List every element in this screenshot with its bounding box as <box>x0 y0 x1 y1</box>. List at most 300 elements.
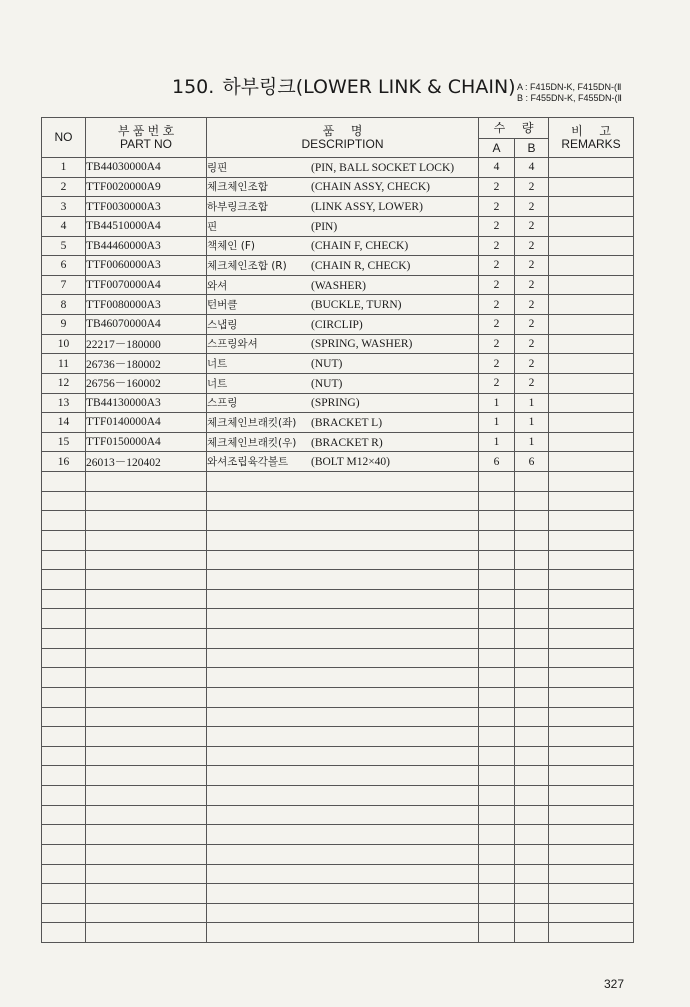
row-no: 9 <box>42 315 86 335</box>
table-row <box>42 334 634 354</box>
empty-cell <box>42 629 86 649</box>
row-desc-en: (SPRING) <box>311 397 360 410</box>
row-qty-a: 2 <box>479 334 515 354</box>
empty-cell <box>549 903 634 923</box>
empty-cell <box>86 570 207 590</box>
empty-cell <box>207 884 479 904</box>
empty-cell <box>479 648 515 668</box>
row-qty-a: 2 <box>479 256 515 276</box>
section-title: 하부링크(LOWER LINK & CHAIN) <box>222 76 516 98</box>
empty-cell <box>86 766 207 786</box>
row-no: 16 <box>42 452 86 472</box>
empty-cell <box>479 805 515 825</box>
row-qty-b: 2 <box>515 177 549 197</box>
empty-cell <box>42 511 86 531</box>
row-remarks <box>549 295 634 315</box>
empty-cell <box>549 864 634 884</box>
row-desc-ko: 링핀 <box>207 161 228 174</box>
empty-cell <box>207 727 479 747</box>
table-row <box>42 197 634 217</box>
empty-cell <box>207 511 479 531</box>
empty-cell <box>479 550 515 570</box>
empty-cell <box>549 491 634 511</box>
row-remarks <box>549 315 634 335</box>
empty-cell <box>549 746 634 766</box>
col-desc-ko: 품 명 <box>322 123 363 138</box>
row-qty-a: 2 <box>479 373 515 393</box>
empty-cell <box>515 825 549 845</box>
empty-cell <box>479 668 515 688</box>
row-no: 3 <box>42 197 86 217</box>
col-remarks-ko: 비 고 <box>571 123 611 138</box>
empty-cell <box>86 687 207 707</box>
row-no: 13 <box>42 393 86 413</box>
row-remarks <box>549 236 634 256</box>
empty-row <box>42 844 634 864</box>
empty-cell <box>549 589 634 609</box>
row-description <box>207 295 479 315</box>
empty-row <box>42 668 634 688</box>
table-row <box>42 373 634 393</box>
row-desc-ko: 체크체인브래킷(우) <box>207 436 297 449</box>
row-description <box>207 216 479 236</box>
empty-row <box>42 609 634 629</box>
table-row <box>42 315 634 335</box>
empty-cell <box>549 648 634 668</box>
empty-cell <box>515 472 549 492</box>
row-qty-a: 6 <box>479 452 515 472</box>
empty-cell <box>207 491 479 511</box>
empty-cell <box>207 472 479 492</box>
row-no: 15 <box>42 432 86 452</box>
table-row <box>42 393 634 413</box>
empty-cell <box>42 884 86 904</box>
empty-row <box>42 511 634 531</box>
row-part-no: TTF0030000A3 <box>86 197 207 217</box>
row-description <box>207 393 479 413</box>
empty-row <box>42 472 634 492</box>
row-desc-ko: 와셔 <box>207 279 228 292</box>
row-no: 12 <box>42 373 86 393</box>
empty-cell <box>42 825 86 845</box>
row-qty-b: 2 <box>515 354 549 374</box>
col-no: NO <box>42 118 86 158</box>
row-qty-b: 1 <box>515 413 549 433</box>
row-desc-ko: 와셔조립육각볼트 <box>207 456 289 469</box>
empty-cell <box>515 530 549 550</box>
row-qty-b: 2 <box>515 315 549 335</box>
empty-cell <box>207 864 479 884</box>
empty-cell <box>515 629 549 649</box>
row-description <box>207 177 479 197</box>
row-desc-en: (NUT) <box>311 377 343 390</box>
empty-cell <box>86 609 207 629</box>
row-qty-b: 2 <box>515 236 549 256</box>
empty-cell <box>549 687 634 707</box>
row-desc-ko: 하부링크조합 <box>207 201 268 214</box>
empty-cell <box>479 923 515 943</box>
empty-cell <box>549 766 634 786</box>
empty-row <box>42 923 634 943</box>
empty-row <box>42 491 634 511</box>
empty-cell <box>42 491 86 511</box>
empty-cell <box>207 746 479 766</box>
table-row <box>42 236 634 256</box>
empty-cell <box>549 707 634 727</box>
empty-cell <box>479 472 515 492</box>
table-row <box>42 256 634 276</box>
row-remarks <box>549 393 634 413</box>
row-desc-ko: 책체인 (F) <box>207 240 255 253</box>
row-part-no: TTF0150000A4 <box>86 432 207 452</box>
row-description <box>207 256 479 276</box>
col-qty-a: A <box>479 139 515 158</box>
row-desc-en: (CHAIN ASSY, CHECK) <box>311 181 430 194</box>
row-part-no: TB44030000A4 <box>86 158 207 178</box>
empty-row <box>42 687 634 707</box>
row-remarks <box>549 413 634 433</box>
row-desc-en: (NUT) <box>311 358 343 371</box>
row-description <box>207 197 479 217</box>
section-number: 150. <box>172 76 215 98</box>
model-a: A : F415DN-K, F415DN-(Ⅱ <box>517 82 622 92</box>
row-qty-b: 2 <box>515 373 549 393</box>
row-desc-en: (WASHER) <box>311 279 366 292</box>
empty-cell <box>207 923 479 943</box>
empty-cell <box>42 903 86 923</box>
empty-cell <box>42 746 86 766</box>
row-part-no: 26736－180002 <box>86 354 207 374</box>
col-part-no-en: PART NO <box>119 136 172 151</box>
parts-table-body <box>42 158 634 943</box>
col-description <box>207 118 479 158</box>
row-qty-b: 6 <box>515 452 549 472</box>
empty-cell <box>86 511 207 531</box>
empty-cell <box>515 746 549 766</box>
row-qty-a: 2 <box>479 236 515 256</box>
empty-cell <box>42 550 86 570</box>
row-part-no: 26013－120402 <box>86 452 207 472</box>
empty-cell <box>207 786 479 806</box>
row-description <box>207 432 479 452</box>
empty-cell <box>207 903 479 923</box>
empty-cell <box>479 727 515 747</box>
empty-cell <box>549 668 634 688</box>
empty-cell <box>207 766 479 786</box>
empty-cell <box>207 648 479 668</box>
row-part-no: TB44130000A3 <box>86 393 207 413</box>
empty-cell <box>515 884 549 904</box>
row-qty-a: 1 <box>479 432 515 452</box>
row-desc-ko: 스프링와셔 <box>207 338 258 351</box>
row-desc-en: (PIN, BALL SOCKET LOCK) <box>311 161 455 174</box>
row-part-no: TTF0080000A3 <box>86 295 207 315</box>
col-part-no-ko: 부 품 번 호 <box>117 123 175 138</box>
empty-cell <box>86 668 207 688</box>
empty-cell <box>479 903 515 923</box>
empty-row <box>42 805 634 825</box>
empty-cell <box>479 491 515 511</box>
empty-cell <box>86 884 207 904</box>
empty-cell <box>42 844 86 864</box>
empty-cell <box>42 805 86 825</box>
row-desc-ko: 너트 <box>207 377 228 390</box>
row-part-no: TB44510000A4 <box>86 216 207 236</box>
empty-cell <box>42 589 86 609</box>
empty-cell <box>515 923 549 943</box>
row-desc-en: (CIRCLIP) <box>311 318 363 331</box>
row-desc-en: (BOLT M12×40) <box>311 456 391 469</box>
empty-cell <box>86 707 207 727</box>
row-desc-en: (SPRING, WASHER) <box>311 338 413 351</box>
empty-row <box>42 629 634 649</box>
row-part-no: TTF0020000A9 <box>86 177 207 197</box>
empty-cell <box>86 786 207 806</box>
empty-cell <box>549 629 634 649</box>
empty-cell <box>479 687 515 707</box>
empty-cell <box>86 746 207 766</box>
empty-cell <box>479 511 515 531</box>
empty-cell <box>86 805 207 825</box>
empty-cell <box>207 550 479 570</box>
empty-cell <box>549 472 634 492</box>
row-remarks <box>549 275 634 295</box>
empty-cell <box>207 668 479 688</box>
empty-cell <box>479 766 515 786</box>
empty-cell <box>549 805 634 825</box>
table-row <box>42 354 634 374</box>
row-remarks <box>549 354 634 374</box>
empty-cell <box>42 923 86 943</box>
row-qty-a: 2 <box>479 216 515 236</box>
empty-cell <box>479 530 515 550</box>
row-remarks <box>549 334 634 354</box>
empty-cell <box>42 472 86 492</box>
row-qty-a: 2 <box>479 315 515 335</box>
table-row <box>42 432 634 452</box>
empty-row <box>42 589 634 609</box>
parts-table <box>41 117 634 943</box>
empty-cell <box>479 609 515 629</box>
row-remarks <box>549 452 634 472</box>
row-desc-en: (CHAIN F, CHECK) <box>311 240 409 253</box>
row-qty-a: 1 <box>479 393 515 413</box>
col-desc-en: DESCRIPTION <box>301 136 384 151</box>
row-description <box>207 315 479 335</box>
row-qty-b: 2 <box>515 256 549 276</box>
empty-cell <box>515 609 549 629</box>
empty-row <box>42 707 634 727</box>
empty-cell <box>42 668 86 688</box>
row-remarks <box>549 256 634 276</box>
row-qty-a: 2 <box>479 275 515 295</box>
empty-cell <box>515 570 549 590</box>
empty-cell <box>86 550 207 570</box>
table-row <box>42 413 634 433</box>
empty-cell <box>515 550 549 570</box>
empty-cell <box>42 727 86 747</box>
empty-cell <box>515 648 549 668</box>
empty-cell <box>86 629 207 649</box>
empty-cell <box>549 550 634 570</box>
row-remarks <box>549 216 634 236</box>
empty-cell <box>479 707 515 727</box>
row-desc-ko: 체크체인조합 (R) <box>207 259 287 272</box>
empty-cell <box>86 589 207 609</box>
row-qty-a: 2 <box>479 295 515 315</box>
row-no: 1 <box>42 158 86 178</box>
col-quantity: 수 량 <box>479 118 549 139</box>
empty-cell <box>479 629 515 649</box>
row-qty-a: 4 <box>479 158 515 178</box>
row-desc-en: (BUCKLE, TURN) <box>311 299 402 312</box>
empty-row <box>42 648 634 668</box>
model-b: B : F455DN-K, F455DN-(Ⅱ <box>517 93 622 103</box>
row-no: 4 <box>42 216 86 236</box>
empty-cell <box>86 491 207 511</box>
empty-cell <box>515 707 549 727</box>
empty-cell <box>549 844 634 864</box>
row-desc-en: (CHAIN R, CHECK) <box>311 259 411 272</box>
empty-cell <box>515 589 549 609</box>
row-part-no: 26756－160002 <box>86 373 207 393</box>
empty-row <box>42 825 634 845</box>
empty-cell <box>207 805 479 825</box>
empty-row <box>42 864 634 884</box>
row-qty-b: 2 <box>515 275 549 295</box>
row-desc-ko: 턴버클 <box>207 299 238 312</box>
empty-cell <box>549 825 634 845</box>
empty-cell <box>549 609 634 629</box>
col-remarks-en: REMARKS <box>561 136 621 151</box>
table-row <box>42 275 634 295</box>
empty-cell <box>86 472 207 492</box>
row-part-no: TB46070000A4 <box>86 315 207 335</box>
empty-cell <box>42 530 86 550</box>
empty-cell <box>515 786 549 806</box>
row-desc-ko: 스냅링 <box>207 318 238 331</box>
empty-cell <box>479 570 515 590</box>
empty-cell <box>479 884 515 904</box>
empty-row <box>42 746 634 766</box>
row-part-no: TTF0140000A4 <box>86 413 207 433</box>
empty-cell <box>549 511 634 531</box>
empty-cell <box>479 844 515 864</box>
table-row <box>42 158 634 178</box>
row-description <box>207 354 479 374</box>
row-remarks <box>549 373 634 393</box>
empty-cell <box>86 903 207 923</box>
empty-cell <box>86 923 207 943</box>
empty-cell <box>515 844 549 864</box>
empty-cell <box>42 687 86 707</box>
empty-cell <box>86 727 207 747</box>
empty-cell <box>515 491 549 511</box>
row-no: 6 <box>42 256 86 276</box>
table-row <box>42 216 634 236</box>
empty-row <box>42 884 634 904</box>
page-number: 327 <box>604 977 625 991</box>
empty-cell <box>515 903 549 923</box>
empty-cell <box>479 786 515 806</box>
row-remarks <box>549 177 634 197</box>
empty-row <box>42 903 634 923</box>
empty-cell <box>515 511 549 531</box>
empty-row <box>42 766 634 786</box>
empty-cell <box>207 530 479 550</box>
row-qty-b: 2 <box>515 334 549 354</box>
empty-cell <box>207 629 479 649</box>
row-qty-b: 2 <box>515 197 549 217</box>
empty-cell <box>515 668 549 688</box>
row-remarks <box>549 158 634 178</box>
empty-cell <box>42 766 86 786</box>
empty-cell <box>549 884 634 904</box>
empty-cell <box>207 687 479 707</box>
empty-cell <box>207 589 479 609</box>
empty-cell <box>549 923 634 943</box>
row-description <box>207 452 479 472</box>
row-desc-en: (BRACKET L) <box>311 416 383 429</box>
model-legend <box>517 82 622 104</box>
empty-row <box>42 550 634 570</box>
row-description <box>207 236 479 256</box>
empty-cell <box>86 864 207 884</box>
table-row <box>42 452 634 472</box>
empty-cell <box>207 707 479 727</box>
row-desc-ko: 체크체인조합 <box>207 181 268 194</box>
row-no: 14 <box>42 413 86 433</box>
row-desc-ko: 핀 <box>207 220 218 233</box>
empty-row <box>42 570 634 590</box>
row-no: 5 <box>42 236 86 256</box>
row-qty-a: 2 <box>479 177 515 197</box>
table-row <box>42 295 634 315</box>
row-qty-a: 2 <box>479 354 515 374</box>
col-qty-b: B <box>515 139 549 158</box>
row-no: 2 <box>42 177 86 197</box>
row-part-no: TTF0060000A3 <box>86 256 207 276</box>
empty-cell <box>479 746 515 766</box>
empty-cell <box>207 844 479 864</box>
row-description <box>207 158 479 178</box>
empty-cell <box>549 530 634 550</box>
col-part-no <box>86 118 207 158</box>
empty-cell <box>549 727 634 747</box>
empty-cell <box>515 727 549 747</box>
empty-cell <box>86 648 207 668</box>
col-remarks <box>549 118 634 158</box>
empty-cell <box>549 786 634 806</box>
table-row <box>42 177 634 197</box>
empty-cell <box>42 786 86 806</box>
empty-row <box>42 530 634 550</box>
row-part-no: 22217－180000 <box>86 334 207 354</box>
page-title <box>172 72 516 99</box>
empty-cell <box>42 864 86 884</box>
row-desc-ko: 스프링 <box>207 397 238 410</box>
row-qty-a: 1 <box>479 413 515 433</box>
row-no: 7 <box>42 275 86 295</box>
empty-cell <box>479 825 515 845</box>
row-desc-en: (PIN) <box>311 220 338 233</box>
row-qty-b: 1 <box>515 432 549 452</box>
empty-cell <box>549 570 634 590</box>
empty-cell <box>479 864 515 884</box>
row-desc-ko: 체크체인브래킷(좌) <box>207 416 297 429</box>
row-desc-en: (LINK ASSY, LOWER) <box>311 201 423 214</box>
empty-cell <box>515 864 549 884</box>
